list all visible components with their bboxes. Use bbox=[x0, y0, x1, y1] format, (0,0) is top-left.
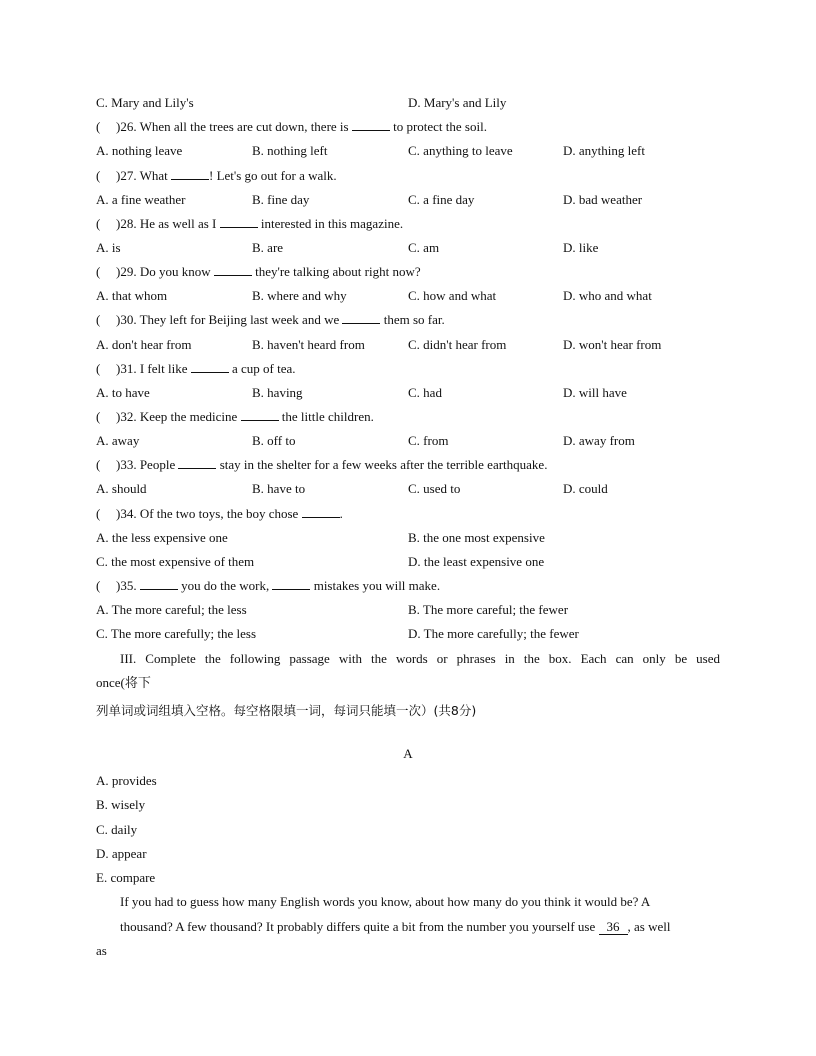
q29-option-d: D. who and what bbox=[563, 288, 652, 303]
question-35 bbox=[96, 577, 440, 595]
answer-paren[interactable]: ( bbox=[96, 119, 101, 134]
q27-option-d: D. bad weather bbox=[563, 192, 643, 207]
question-26 bbox=[96, 118, 487, 136]
question-34 bbox=[96, 505, 343, 523]
blank bbox=[140, 577, 178, 590]
question-29 bbox=[96, 263, 421, 281]
answer-paren[interactable]: ( bbox=[96, 361, 101, 376]
question-stem-tail: ! Let's go out for a walk. bbox=[209, 168, 337, 183]
section-3-instruction-cont: once(将下 bbox=[96, 675, 151, 690]
q28-option-d: D. like bbox=[563, 240, 599, 255]
q27-option-b: B. fine day bbox=[252, 192, 310, 207]
q29-option-c: C. how and what bbox=[408, 288, 497, 303]
blank bbox=[220, 215, 258, 228]
word-box-item: C. daily bbox=[96, 822, 138, 837]
q35-option-d: D. The more carefully; the fewer bbox=[408, 626, 579, 641]
question-30 bbox=[96, 311, 445, 329]
question-stem-tail: mistakes you will make. bbox=[313, 578, 441, 593]
blank bbox=[178, 456, 216, 469]
q31-option-c: C. had bbox=[408, 385, 442, 400]
question-stem-tail: to protect the soil. bbox=[393, 119, 487, 134]
question-stem-tail: they're talking about right now? bbox=[255, 264, 421, 279]
blank bbox=[241, 408, 279, 421]
q31-option-a: A. to have bbox=[96, 385, 150, 400]
q33-option-b: B. have to bbox=[252, 481, 306, 496]
q28-option-c: C. am bbox=[408, 240, 440, 255]
blank bbox=[352, 118, 390, 131]
question-31 bbox=[96, 360, 296, 378]
q34-option-d: D. the least expensive one bbox=[408, 554, 545, 569]
q26-option-c: C. anything to leave bbox=[408, 143, 513, 158]
q32-option-d: D. away from bbox=[563, 433, 635, 448]
q29-option-b: B. where and why bbox=[252, 288, 347, 303]
passage-line: as bbox=[96, 943, 107, 958]
question-stem: )33. People bbox=[116, 457, 176, 472]
blank bbox=[272, 577, 310, 590]
blank-36[interactable]: 36 bbox=[599, 919, 628, 935]
q32-option-c: C. from bbox=[408, 433, 449, 448]
question-stem-tail: . bbox=[339, 506, 343, 521]
answer-paren[interactable]: ( bbox=[96, 312, 101, 327]
q35-option-b: B. The more careful; the fewer bbox=[408, 602, 569, 617]
q28-option-b: B. are bbox=[252, 240, 284, 255]
q25-option-c: C. Mary and Lily's bbox=[96, 95, 194, 110]
q32-option-b: B. off to bbox=[252, 433, 296, 448]
word-box-item: A. provides bbox=[96, 773, 157, 788]
blank bbox=[342, 311, 380, 324]
question-stem-tail: the little children. bbox=[281, 409, 374, 424]
passage-text: , as well bbox=[627, 919, 671, 934]
question-stem: )29. Do you know bbox=[116, 264, 211, 279]
q27-option-a: A. a fine weather bbox=[96, 192, 186, 207]
q34-option-a: A. the less expensive one bbox=[96, 530, 228, 545]
passage-text: thousand? A few thousand? It probably differs quite a bit from the number you yourself use bbox=[120, 919, 596, 934]
question-stem-tail: interested in this magazine. bbox=[260, 216, 404, 231]
question-stem: )34. Of the two toys, the boy chose bbox=[116, 506, 299, 521]
section-3-instruction-chinese: 列单词或词组填入空格。每空格限填一词，每词只能填一次）(共8分) bbox=[96, 703, 477, 718]
word-box-item: B. wisely bbox=[96, 797, 146, 812]
question-stem: )35. bbox=[116, 578, 137, 593]
question-stem: )31. I felt like bbox=[116, 361, 188, 376]
question-stem-mid: you do the work, bbox=[181, 578, 270, 593]
question-stem: )27. What bbox=[116, 168, 168, 183]
passage-line bbox=[120, 918, 670, 936]
word-box-item: D. appear bbox=[96, 846, 147, 861]
q32-option-a: A. away bbox=[96, 433, 140, 448]
q26-option-a: A. nothing leave bbox=[96, 143, 183, 158]
q25-option-d: D. Mary's and Lily bbox=[408, 95, 507, 110]
q33-option-c: C. used to bbox=[408, 481, 461, 496]
q33-option-a: A. should bbox=[96, 481, 147, 496]
q30-option-b: B. haven't heard from bbox=[252, 337, 365, 352]
q27-option-c: C. a fine day bbox=[408, 192, 475, 207]
question-28 bbox=[96, 215, 403, 233]
answer-paren[interactable]: ( bbox=[96, 457, 101, 472]
question-stem: )26. When all the trees are cut down, there is bbox=[116, 119, 349, 134]
answer-paren[interactable]: ( bbox=[96, 409, 101, 424]
section-3-instruction: III. Complete the following passage with the words or phrases in the box. Each can only be used bbox=[120, 651, 720, 666]
q30-option-d: D. won't hear from bbox=[563, 337, 662, 352]
question-stem: )30. They left for Beijing last week and we bbox=[116, 312, 340, 327]
q30-option-c: C. didn't hear from bbox=[408, 337, 507, 352]
answer-paren[interactable]: ( bbox=[96, 168, 101, 183]
question-27 bbox=[96, 167, 337, 185]
word-box-item: E. compare bbox=[96, 870, 156, 885]
answer-paren[interactable]: ( bbox=[96, 506, 101, 521]
passage-title: A bbox=[403, 746, 413, 761]
blank bbox=[171, 167, 209, 180]
question-stem-tail: a cup of tea. bbox=[231, 361, 296, 376]
question-32 bbox=[96, 408, 374, 426]
question-33 bbox=[96, 456, 547, 474]
blank bbox=[191, 360, 229, 373]
question-stem-tail: stay in the shelter for a few weeks after the terrible earthquake. bbox=[219, 457, 548, 472]
q28-option-a: A. is bbox=[96, 240, 121, 255]
q33-option-d: D. could bbox=[563, 481, 608, 496]
question-stem-tail: them so far. bbox=[383, 312, 445, 327]
q34-option-b: B. the one most expensive bbox=[408, 530, 545, 545]
blank bbox=[214, 263, 252, 276]
q31-option-d: D. will have bbox=[563, 385, 627, 400]
q35-option-a: A. The more careful; the less bbox=[96, 602, 247, 617]
answer-paren[interactable]: ( bbox=[96, 216, 101, 231]
q26-option-b: B. nothing left bbox=[252, 143, 328, 158]
answer-paren[interactable]: ( bbox=[96, 264, 101, 279]
q26-option-d: D. anything left bbox=[563, 143, 645, 158]
passage-line: If you had to guess how many English words you know, about how many do you think it would be? A bbox=[120, 894, 651, 909]
q29-option-a: A. that whom bbox=[96, 288, 168, 303]
q34-option-c: C. the most expensive of them bbox=[96, 554, 255, 569]
q35-option-c: C. The more carefully; the less bbox=[96, 626, 257, 641]
question-stem: )28. He as well as I bbox=[116, 216, 217, 231]
q30-option-a: A. don't hear from bbox=[96, 337, 192, 352]
q31-option-b: B. having bbox=[252, 385, 303, 400]
question-stem: )32. Keep the medicine bbox=[116, 409, 238, 424]
answer-paren[interactable]: ( bbox=[96, 578, 101, 593]
blank bbox=[302, 505, 340, 518]
